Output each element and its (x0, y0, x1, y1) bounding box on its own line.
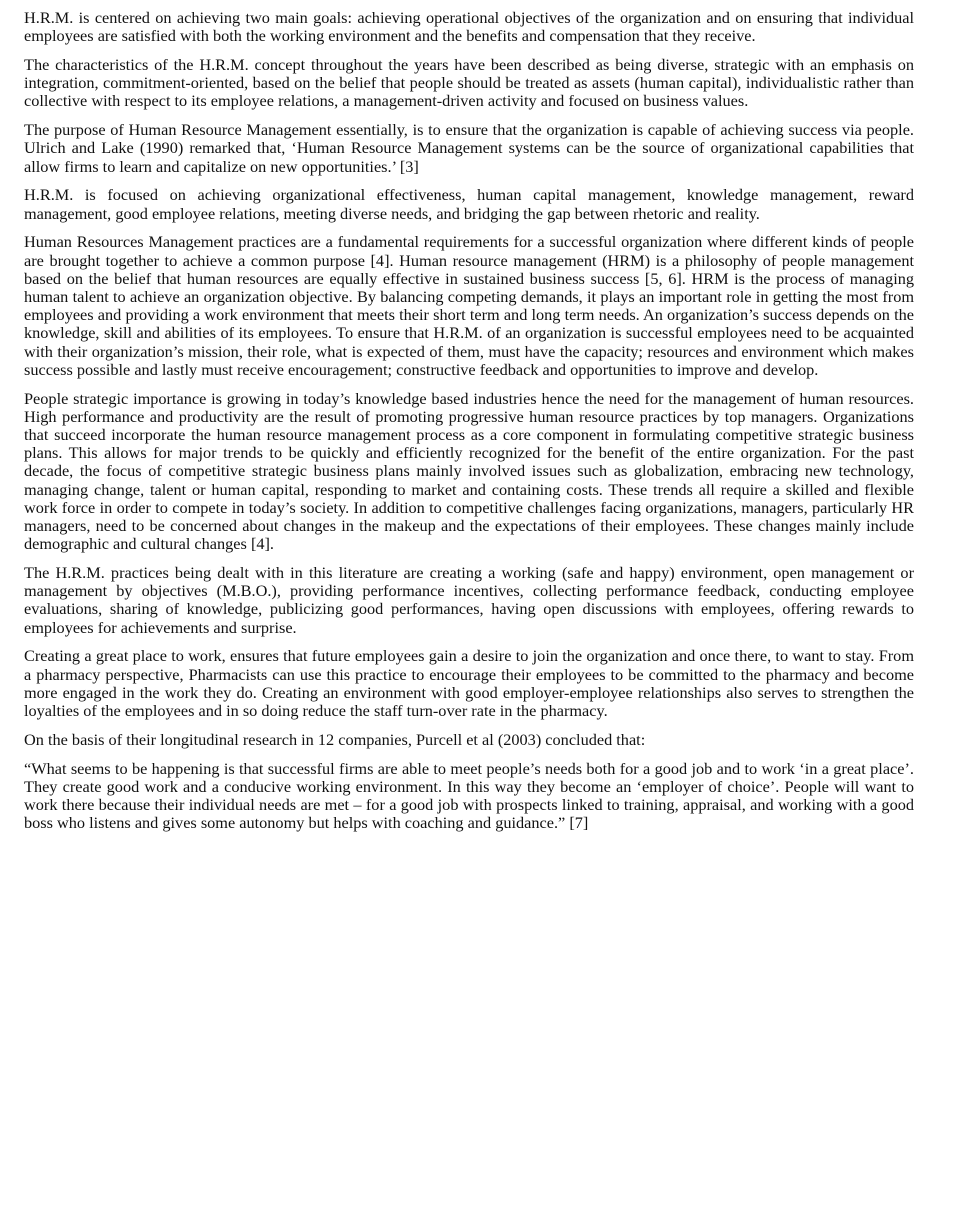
paragraph-hrm-characteristics: The characteristics of the H.R.M. concept throughout the years have been described as being diverse, strategic with an emphasis on integration, commitment-oriented, based on the belief that people should be treated as assets (human capital), individualistic rather than collective with respect to its employee relations, a management-driven activity and focused on business values. (24, 55, 914, 111)
document-page (24, 9, 914, 832)
paragraph-hrm-purpose: The purpose of Human Resource Management essentially, is to ensure that the organization is capable of achieving success via people. Ulrich and Lake (1990) remarked that, ‘Human Resource Management systems can be the source of organizational capabilities that allow firms to learn and capitalize on new opportunities.’ [3] (24, 120, 914, 176)
paragraph-purcell-quote: “What seems to be happening is that successful firms are able to meet people’s needs both for a good job and to work ‘in a great place’. They create good work and a conducive working environment. In this way they become an ‘employer of choice’. People will want to work there because their individual needs are met – for a good job with prospects linked to training, appraisal, and working with a good boss who listens and gives some autonomy but helps with coaching and guidance.” [7] (24, 758, 914, 833)
paragraph-strategic-importance: People strategic importance is growing in today’s knowledge based industries hence the need for the management of human resources. High performance and productivity are the result of promoting progressive human resource practices by top managers. Organizations that succeed incorporate the human resource management process as a core component in formulating competitive strategic business plans. This allows for major trends to be quickly and efficiently recognized for the benefit of the entire organization. For the past decade, the focus of competitive strategic business plans mainly involved issues such as globalization, embracing new technology, managing change, talent or human capital, responding to market and containing costs. These trends all require a skilled and flexible work force in order to compete in today’s society. In addition to competitive challenges facing organizations, managers, particularly HR managers, need to be concerned about changes in the makeup and the expectations of their employees. These changes mainly include demographic and cultural changes [4]. (24, 388, 914, 554)
paragraph-hrm-practices: Human Resources Management practices are a fundamental requirements for a successful organization where different kinds of people are brought together to achieve a common purpose [4]. Human resource management (HRM) is a philosophy of people management based on the belief that human resources are equally effective in sustained business success [5, 6]. HRM is the process of managing human talent to achieve an organization objective. By balancing competing demands, it plays an important role in getting the most from employees and providing a work environment that meets their short term and long term needs. An organization’s success depends on the knowledge, skill and abilities of its employees. To ensure that H.R.M. of an organization is successful employees need to be acquainted with their organization’s mission, their role, what is expected of them, must have the capacity; resources and environment which makes success possible and lastly must receive encouragement; constructive feedback and opportunities to improve and develop. (24, 232, 914, 379)
paragraph-practices-list: The H.R.M. practices being dealt with in this literature are creating a working (safe and happy) environment, open management or management by objectives (M.B.O.), providing performance incentives, collecting performance feedback, conducting employee evaluations, sharing of knowledge, publicizing good performances, having open discussions with employees, offering rewards to employees for achievements and surprise. (24, 563, 914, 637)
paragraph-great-place-to-work: Creating a great place to work, ensures that future employees gain a desire to join the organization and once there, to want to stay. From a pharmacy perspective, Pharmacists can use this practice to encourage their employees to be committed to the pharmacy and become more engaged in the work they do. Creating an environment with good employer-employee relationships also serves to strengthen the loyalties of the employees and in so doing reduce the staff turn-over rate in the pharmacy. (24, 646, 914, 721)
paragraph-hrm-goals: H.R.M. is centered on achieving two main goals: achieving operational objectives of the organization and on ensuring that individual employees are satisfied with both the working environment and the benefits and compensation that they receive. (24, 8, 914, 46)
paragraph-purcell-intro: On the basis of their longitudinal research in 12 companies, Purcell et al (2003) concluded that: (24, 729, 646, 749)
paragraph-hrm-focus: H.R.M. is focused on achieving organizational effectiveness, human capital management, knowledge management, reward management, good employee relations, meeting diverse needs, and bridging the gap between rhetoric and reality. (24, 185, 914, 223)
